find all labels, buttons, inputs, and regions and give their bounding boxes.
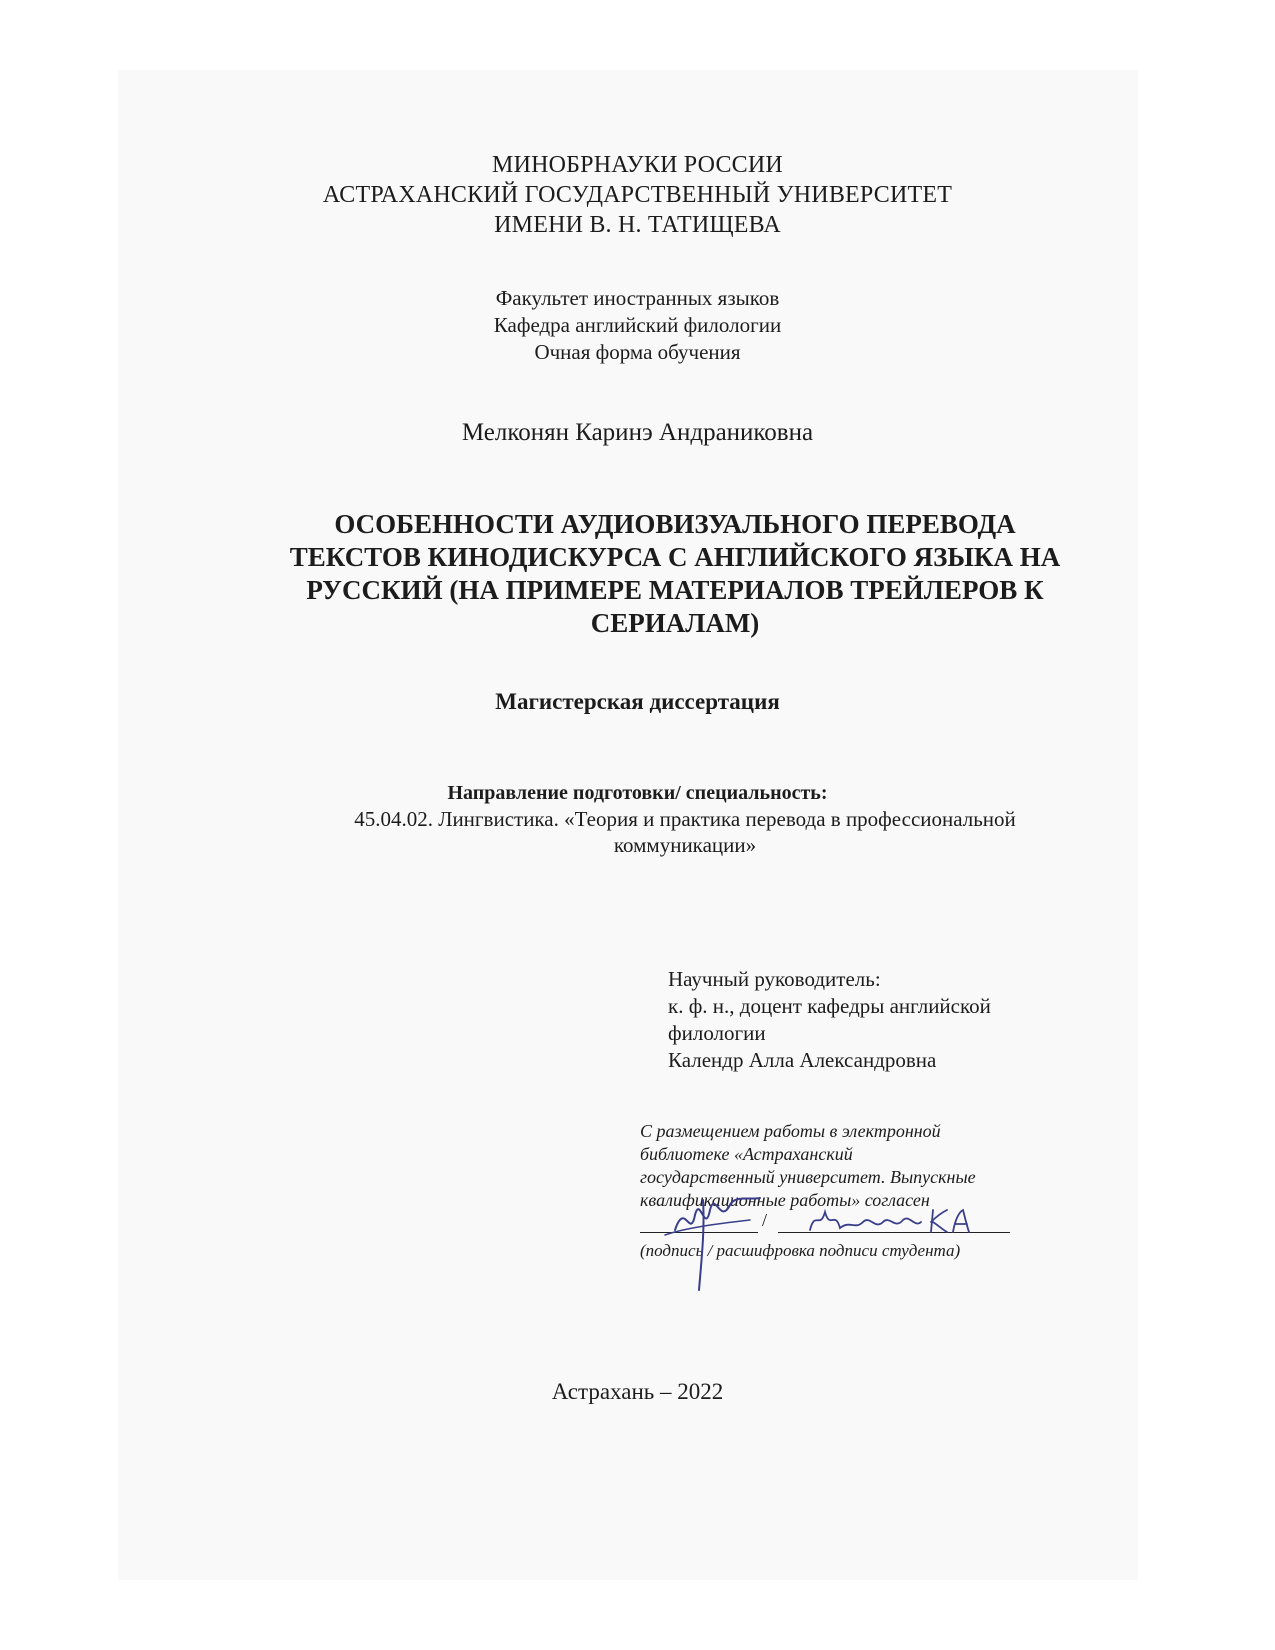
signature-caption: (подпись / расшифровка подписи студента) bbox=[640, 1241, 961, 1260]
title-line: ТЕКСТОВ КИНОДИСКУРСА С АНГЛИЙСКОГО ЯЗЫКА НА bbox=[289, 542, 1061, 572]
city-year: Астрахань – 2022 bbox=[551, 1379, 724, 1404]
supervisor-block bbox=[668, 966, 1088, 1074]
signature-separator: / bbox=[762, 1210, 768, 1230]
direction-line: 45.04.02. Лингвистика. «Теория и практика перевода в профессиональной bbox=[354, 807, 1016, 831]
handwritten-name bbox=[805, 1200, 975, 1240]
handwritten-signature bbox=[655, 1180, 775, 1300]
faculty-block bbox=[0, 285, 1275, 366]
title-line: РУССКИЙ (НА ПРИМЕРЕ МАТЕРИАЛОВ ТРЕЙЛЕРОВ К bbox=[306, 575, 1044, 605]
title-line: СЕРИАЛАМ) bbox=[590, 608, 760, 638]
document-type: Магистерская диссертация bbox=[495, 689, 780, 714]
supervisor-name: Календр Алла Александровна bbox=[668, 1048, 937, 1072]
ministry-line: МИНОБРНАУКИ РОССИИ bbox=[492, 152, 783, 178]
direction-line: коммуникации» bbox=[613, 833, 757, 857]
university-line: АСТРАХАНСКИЙ ГОСУДАРСТВЕННЫЙ УНИВЕРСИТЕТ bbox=[322, 182, 953, 208]
ministry-header bbox=[0, 150, 1275, 240]
study-form-line: Очная форма обучения bbox=[534, 340, 741, 364]
department-line: Кафедра английский филологии bbox=[493, 313, 782, 337]
thesis-title bbox=[250, 508, 1100, 640]
consent-line: государственный университет. Выпускные bbox=[640, 1167, 976, 1187]
consent-line: С размещением работы в электронной bbox=[640, 1121, 941, 1141]
supervisor-label: Научный руководитель: bbox=[668, 967, 881, 991]
direction-label: Направление подготовки/ специальность: bbox=[447, 782, 828, 804]
author-name: Мелконян Каринэ Андраниковна bbox=[461, 419, 814, 446]
university-name-line: ИМЕНИ В. Н. ТАТИЩЕВА bbox=[494, 212, 781, 238]
consent-line: квалификационные работы» согласен bbox=[640, 1190, 930, 1210]
consent-line: библиотеке «Астраханский bbox=[640, 1144, 853, 1164]
faculty-line: Факультет иностранных языков bbox=[495, 286, 780, 310]
title-line: ОСОБЕННОСТИ АУДИОВИЗУАЛЬНОГО ПЕРЕВОДА bbox=[334, 509, 1016, 539]
supervisor-title: к. ф. н., доцент кафедры английской bbox=[668, 994, 991, 1018]
supervisor-title-cont: филологии bbox=[668, 1021, 766, 1045]
direction-value bbox=[290, 806, 1080, 858]
